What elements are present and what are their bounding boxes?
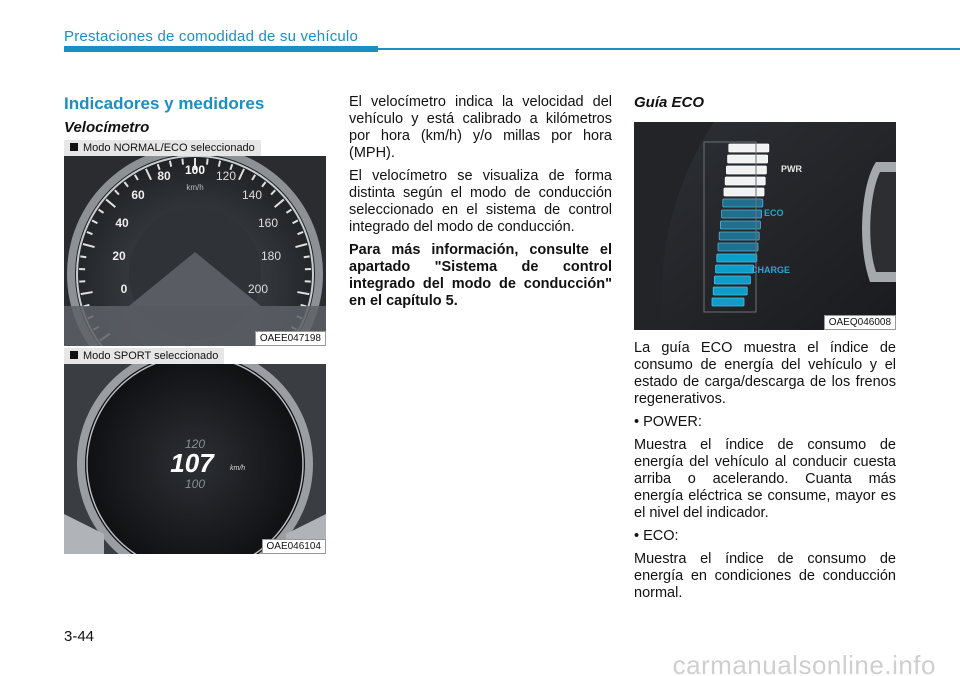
tick-label-0: 0 — [120, 282, 128, 296]
eco-guide-image — [634, 122, 896, 330]
eco-guide-figure — [634, 122, 896, 330]
paragraph-eco: Muestra el índice de consumo de energía en condiciones de conducción normal. — [634, 551, 896, 601]
pwr-label: PWR — [781, 164, 802, 174]
eco-bar-segment — [719, 232, 759, 240]
square-bullet-icon — [70, 143, 78, 151]
tick-label-60: 60 — [131, 188, 145, 202]
eco-bar-segment — [729, 144, 769, 152]
square-bullet-icon — [70, 351, 78, 359]
eco-bar-segment — [718, 243, 758, 251]
speedometer-normal-image — [64, 156, 326, 346]
eco-bar-segment — [712, 298, 744, 306]
paragraph-1: El velocímetro indica la velocidad del vehículo y está calibrado a kilómetros por hora (km/h) y/o millas por hora (MPH). — [349, 94, 612, 161]
section-title: Indicadores y medidores — [64, 94, 265, 113]
dial-tick — [80, 256, 86, 257]
caption-text: Modo NORMAL/ECO seleccionado — [83, 142, 255, 154]
speed-unit: km/h — [230, 465, 246, 472]
speedometer-description — [349, 94, 612, 316]
eco-bar-segment — [726, 166, 766, 174]
speedometer-sport-image — [64, 364, 326, 554]
figure-caption-normal — [64, 140, 261, 156]
eco-bar-segment — [724, 188, 764, 196]
tick-label-80: 80 — [157, 169, 171, 183]
figure-code-sport: OAE046104 — [262, 539, 327, 554]
paragraph-2: El velocímetro se visualiza de forma distinta según el modo de conducción seleccionado en el sistema de control integrado del modo de conducción. — [349, 168, 612, 235]
dial-tick — [207, 159, 208, 165]
tick-label-40: 40 — [115, 216, 129, 230]
paragraph-power: Muestra el índice de consumo de energía del vehículo al conducir cuesta arriba o acelerando. Cuanta más energía eléctrica se consume, mayor es el nivel del indicador. — [634, 437, 896, 521]
watermark: carmanualsonline.info — [672, 650, 936, 676]
tick-label-140: 140 — [241, 188, 263, 202]
tick-label-160: 160 — [257, 216, 279, 230]
digital-speed: 107 — [170, 448, 214, 478]
speedometer-sport-figure — [64, 364, 326, 554]
eco-guide-description — [634, 340, 896, 608]
dial-tick — [170, 161, 171, 167]
figure-code-eco: OAEQ046008 — [824, 315, 896, 330]
paragraph-reference: Para más información, consulte el apartado "Sistema de control integrado del modo de conducción" en el capítulo 5. — [349, 242, 612, 309]
tick-label-120: 120 — [215, 169, 237, 183]
subsection-title: Velocímetro — [64, 119, 150, 136]
eco-label: ECO — [764, 208, 784, 218]
eco-bar-segment — [716, 265, 754, 273]
eco-bar-segment — [725, 177, 765, 185]
bullet-eco: • ECO: — [634, 528, 679, 544]
speed-lower-label: 100 — [184, 477, 206, 491]
unit-label: km/h — [186, 183, 204, 192]
dial-tick — [182, 159, 183, 165]
eco-bar-segment — [713, 287, 747, 295]
figure-caption-sport — [64, 348, 224, 364]
eco-bar-segment — [723, 199, 763, 207]
page-number: 3-44 — [64, 628, 95, 645]
caption-text: Modo SPORT seleccionado — [83, 350, 219, 362]
bullet-power: • POWER: — [634, 414, 702, 430]
tick-label-100: 100 — [184, 163, 206, 177]
speed-upper-label: 120 — [184, 437, 206, 451]
eco-bar-segment — [717, 254, 757, 262]
eco-bar-segment — [714, 276, 750, 284]
dial-tick — [219, 161, 220, 167]
dial-tick — [304, 256, 310, 257]
eco-bar-segment — [720, 221, 760, 229]
tick-label-200: 200 — [247, 282, 269, 296]
eco-guide-title: Guía ECO — [634, 94, 705, 111]
tick-label-20: 20 — [112, 249, 126, 263]
header-rule-thin — [378, 48, 960, 50]
eco-bar-segment — [728, 155, 768, 163]
charge-label: CHARGE — [751, 265, 791, 275]
header-rule-thick — [64, 46, 378, 52]
figure-code-normal: OAEE047198 — [255, 331, 326, 346]
paragraph-eco-intro: La guía ECO muestra el índice de consumo de energía del vehículo y el estado de carga/descarga de los frenos regenerativos. — [634, 340, 896, 407]
tick-label-180: 180 — [260, 249, 282, 263]
speedometer-normal-figure — [64, 156, 326, 346]
chapter-header: Prestaciones de comodidad de su vehículo — [64, 28, 359, 45]
